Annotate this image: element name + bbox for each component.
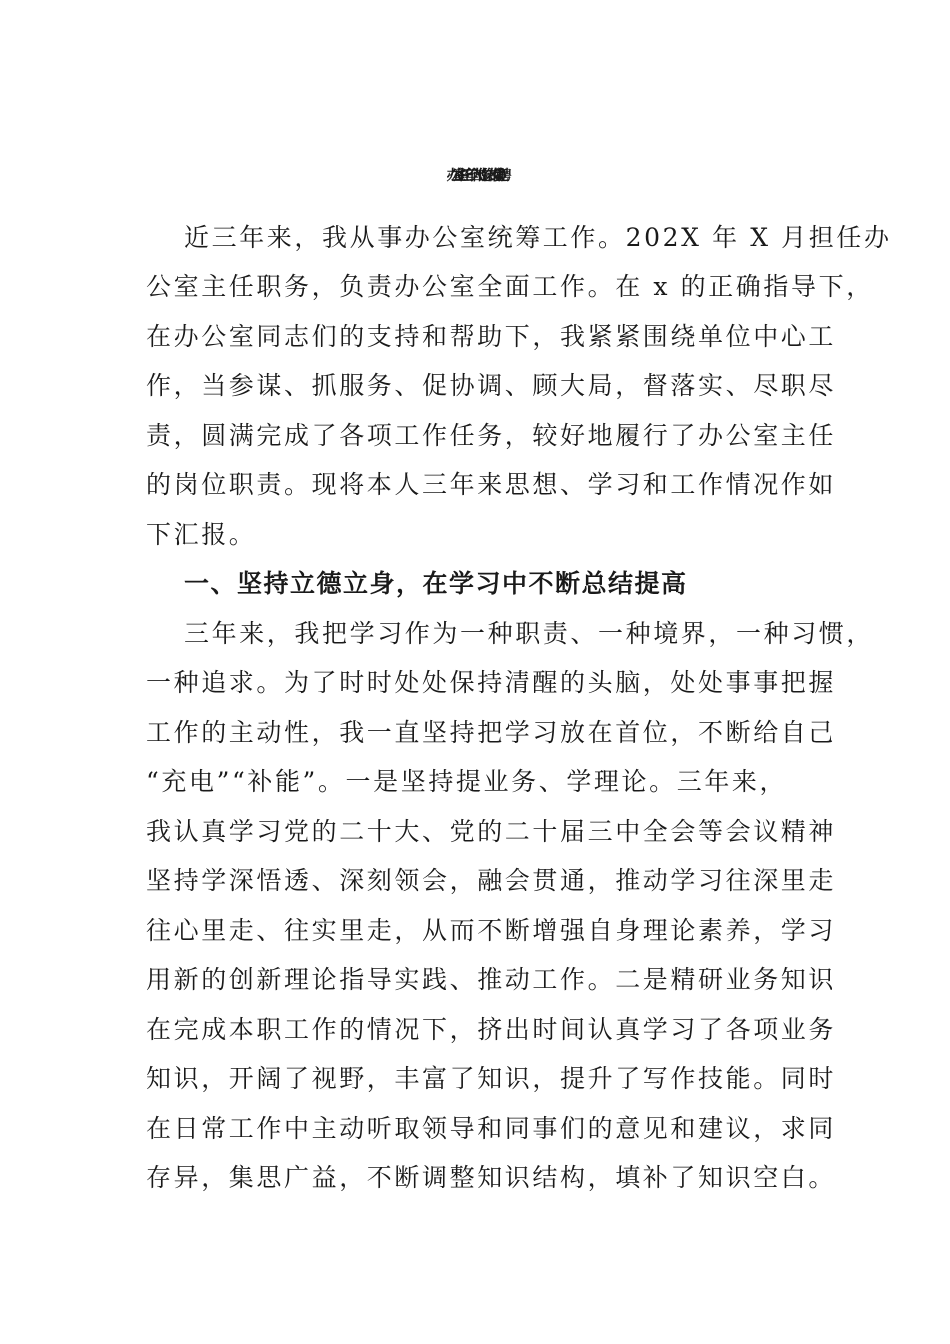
- paragraph-line: 的岗位职责。现将本人三年来思想、学习和工作情况作如: [146, 470, 837, 499]
- paragraph-line: 存异，集思广益，不断调整知识结构，填补了知识空白。: [146, 1163, 837, 1192]
- paragraph-line: “充电”“补能”。一是坚持提业务、学理论。三年来，: [146, 767, 788, 796]
- paragraph-line: 在日常工作中主动听取领导和同事们的意见和建议，求同: [146, 1114, 837, 1143]
- paragraph-line: 我认真学习党的二十大、党的二十届三中全会等会议精神: [146, 817, 837, 846]
- paragraph-line: 用新的创新理论指导实践、推动工作。二是精研业务知识: [146, 965, 837, 994]
- paragraph-line: 三年来，我把学习作为一种职责、一种境界，一种习惯，: [184, 619, 875, 648]
- paragraph-line: 作，当参谋、抓服务、促协调、顾大局，督落实、尽职尽: [146, 371, 837, 400]
- paragraph-line: 坚持学深悟透、深刻领会，融会贯通，推动学习往深里走: [146, 866, 837, 895]
- paragraph-line: 一种追求。为了时时处处保持清醒的头脑，处处事事把握: [146, 668, 837, 697]
- paragraph-line: 下汇报。: [146, 520, 257, 549]
- paragraph-line: 在办公室同志们的支持和帮助下，我紧紧围绕单位中心工: [146, 322, 837, 351]
- paragraph-line: 工作的主动性，我一直坚持把学习放在首位，不断给自己: [146, 718, 837, 747]
- paragraph-line: 责，圆满完成了各项工作任务，较好地履行了办公室主任: [146, 421, 837, 450]
- paragraph-line: 知识，开阔了视野，丰富了知识，提升了写作技能。同时: [146, 1064, 837, 1093]
- paragraph-line: 往心里走、往实里走，从而不断增强自身理论素养，学习: [146, 916, 837, 945]
- paragraph-line: 公室主任职务，负责办公室全面工作。在 x 的正确指导下，: [146, 272, 874, 301]
- section-heading: 一、坚持立德立身，在学习中不断总结提高: [184, 569, 688, 598]
- paragraph-line: 近三年来，我从事办公室统筹工作。202X 年 X 月担任办: [184, 223, 892, 252]
- paragraph-line: 在完成本职工作的情况下，挤出时间认真学习了各项业务: [146, 1015, 837, 1044]
- document-title: 办公室主任三年个人工作总结（岗位竞聘）: [446, 168, 504, 184]
